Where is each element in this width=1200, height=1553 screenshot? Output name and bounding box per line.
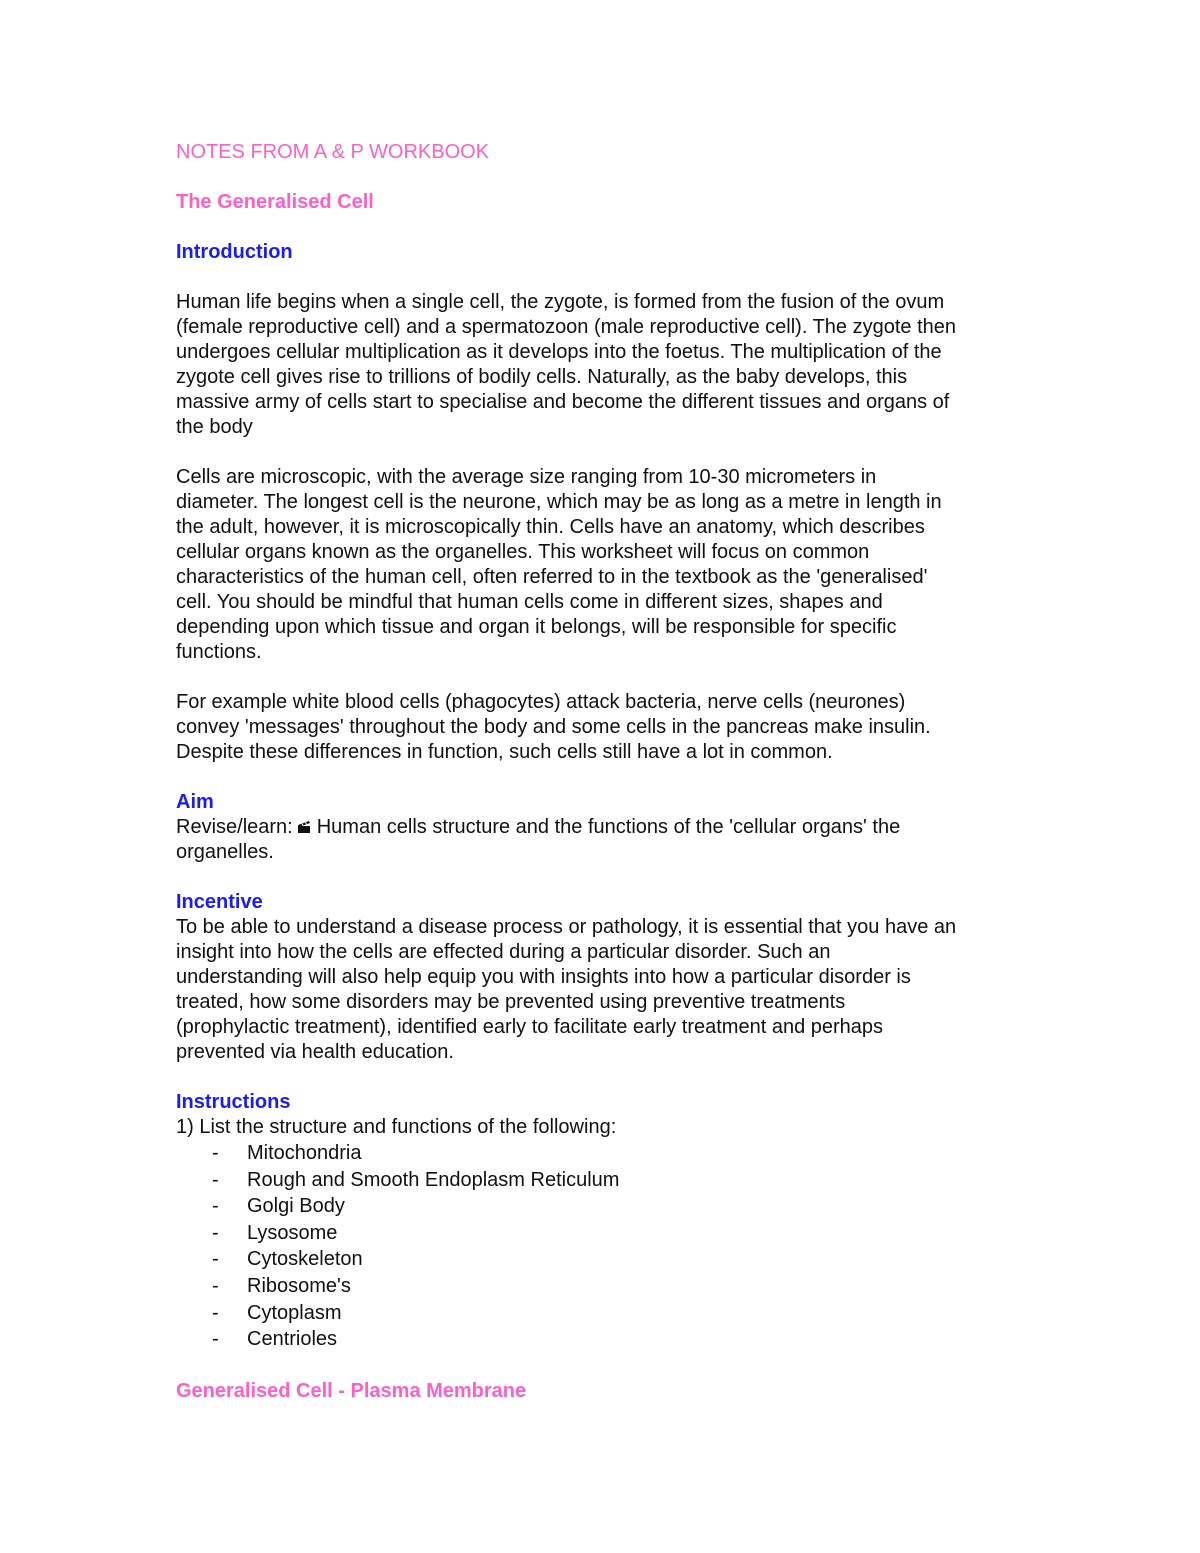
document-subtitle: The Generalised Cell: [176, 191, 374, 213]
list-dash: -: [212, 1248, 219, 1271]
list-item-label: Lysosome: [247, 1221, 338, 1244]
list-dash: -: [212, 1168, 219, 1191]
document-title: NOTES FROM A & P WORKBOOK: [176, 141, 490, 163]
introduction-heading: Introduction: [176, 241, 293, 263]
list-item-label: Golgi Body: [247, 1195, 345, 1218]
list-dash: -: [212, 1195, 219, 1218]
list-item-label: Cytoplasm: [247, 1301, 342, 1324]
list-dash: -: [212, 1328, 219, 1351]
aim-prefix: Revise/learn:: [176, 816, 293, 838]
list-dash: -: [212, 1221, 219, 1244]
spacer: [176, 440, 1036, 465]
list-item: [176, 1167, 1036, 1194]
list-dash: -: [212, 1274, 219, 1297]
list-item-label: Mitochondria: [247, 1142, 362, 1164]
document-page: [176, 140, 1036, 1404]
aim-line-1: [176, 815, 1036, 840]
organelle-list: [176, 1140, 1036, 1353]
introduction-paragraph-3: For example white blood cells (phagocytes) attack bacteria, nerve cells (neurones) convey 'messages' throughout the body and some cells in the pancreas make insulin. Despite these differences in function, such cells still have a lot in common.: [176, 691, 931, 763]
instructions-intro: 1) List the structure and functions of the following:: [176, 1116, 617, 1138]
list-item: [176, 1140, 1036, 1167]
introduction-paragraph-2: Cells are microscopic, with the average size ranging from 10-30 micrometers in diameter. The longest cell is the neurone, which may be as long as a metre in length in the adult, however, it is microscopically thin. Cells have an anatomy, which describes cellular organs known as the organelles. This worksheet will focus on common characteristics of the human cell, often referred to in the textbook as the 'generalised' cell. You should be mindful that human cells come in different sizes, shapes and depending upon which tissue and organ it belongs, will be responsible for specific functions.: [176, 466, 942, 663]
aim-heading: Aim: [176, 791, 214, 813]
introduction-paragraph-1: Human life begins when a single cell, the zygote, is formed from the fusion of the ovum (female reproductive cell) and a spermatozoon (male reproductive cell). The zygote then undergoes cellular multiplication as it develops into the foetus. The multiplication of the zygote cell gives rise to trillions of bodily cells. Naturally, as the baby develops, this massive army of cells start to specialise and become the different tissues and organs of the body: [176, 291, 957, 438]
spacer: [176, 765, 1036, 790]
list-item-label: Ribosome's: [247, 1274, 351, 1297]
spacer: [176, 865, 1036, 890]
aim-text-line-2: organelles.: [176, 841, 274, 863]
instructions-heading: Instructions: [176, 1091, 291, 1113]
spacer: [176, 265, 1036, 290]
aim-text-line-1: Human cells structure and the functions of the 'cellular organs' the: [316, 816, 901, 838]
spacer: [176, 665, 1036, 690]
list-item: [176, 1300, 1036, 1327]
spacer: [176, 215, 1036, 240]
incentive-paragraph: To be able to understand a disease process or pathology, it is essential that you have an insight into how the cells are effected during a particular disorder. Such an understanding will also help equip you with insights into how a particular disorder is treated, how some disorders may be prevented using preventive treatments (prophylactic treatment), identified early to facilitate early treatment and perhaps prevented via health education.: [176, 916, 957, 1063]
list-item: [176, 1326, 1036, 1353]
list-item-label: Rough and Smooth Endoplasm Reticulum: [247, 1168, 620, 1191]
plasma-membrane-heading: Generalised Cell - Plasma Membrane: [176, 1379, 527, 1402]
list-item: [176, 1273, 1036, 1300]
list-dash: -: [212, 1301, 219, 1324]
spacer: [176, 1065, 1036, 1090]
list-item-label: Centrioles: [247, 1328, 338, 1351]
list-item: [176, 1220, 1036, 1247]
incentive-heading: Incentive: [176, 891, 263, 913]
clapperboard-icon: [297, 821, 311, 834]
list-dash: -: [212, 1142, 219, 1164]
spacer: [176, 1353, 1036, 1379]
list-item-label: Cytoskeleton: [247, 1248, 363, 1271]
list-item: [176, 1193, 1036, 1220]
list-item: [176, 1246, 1036, 1273]
